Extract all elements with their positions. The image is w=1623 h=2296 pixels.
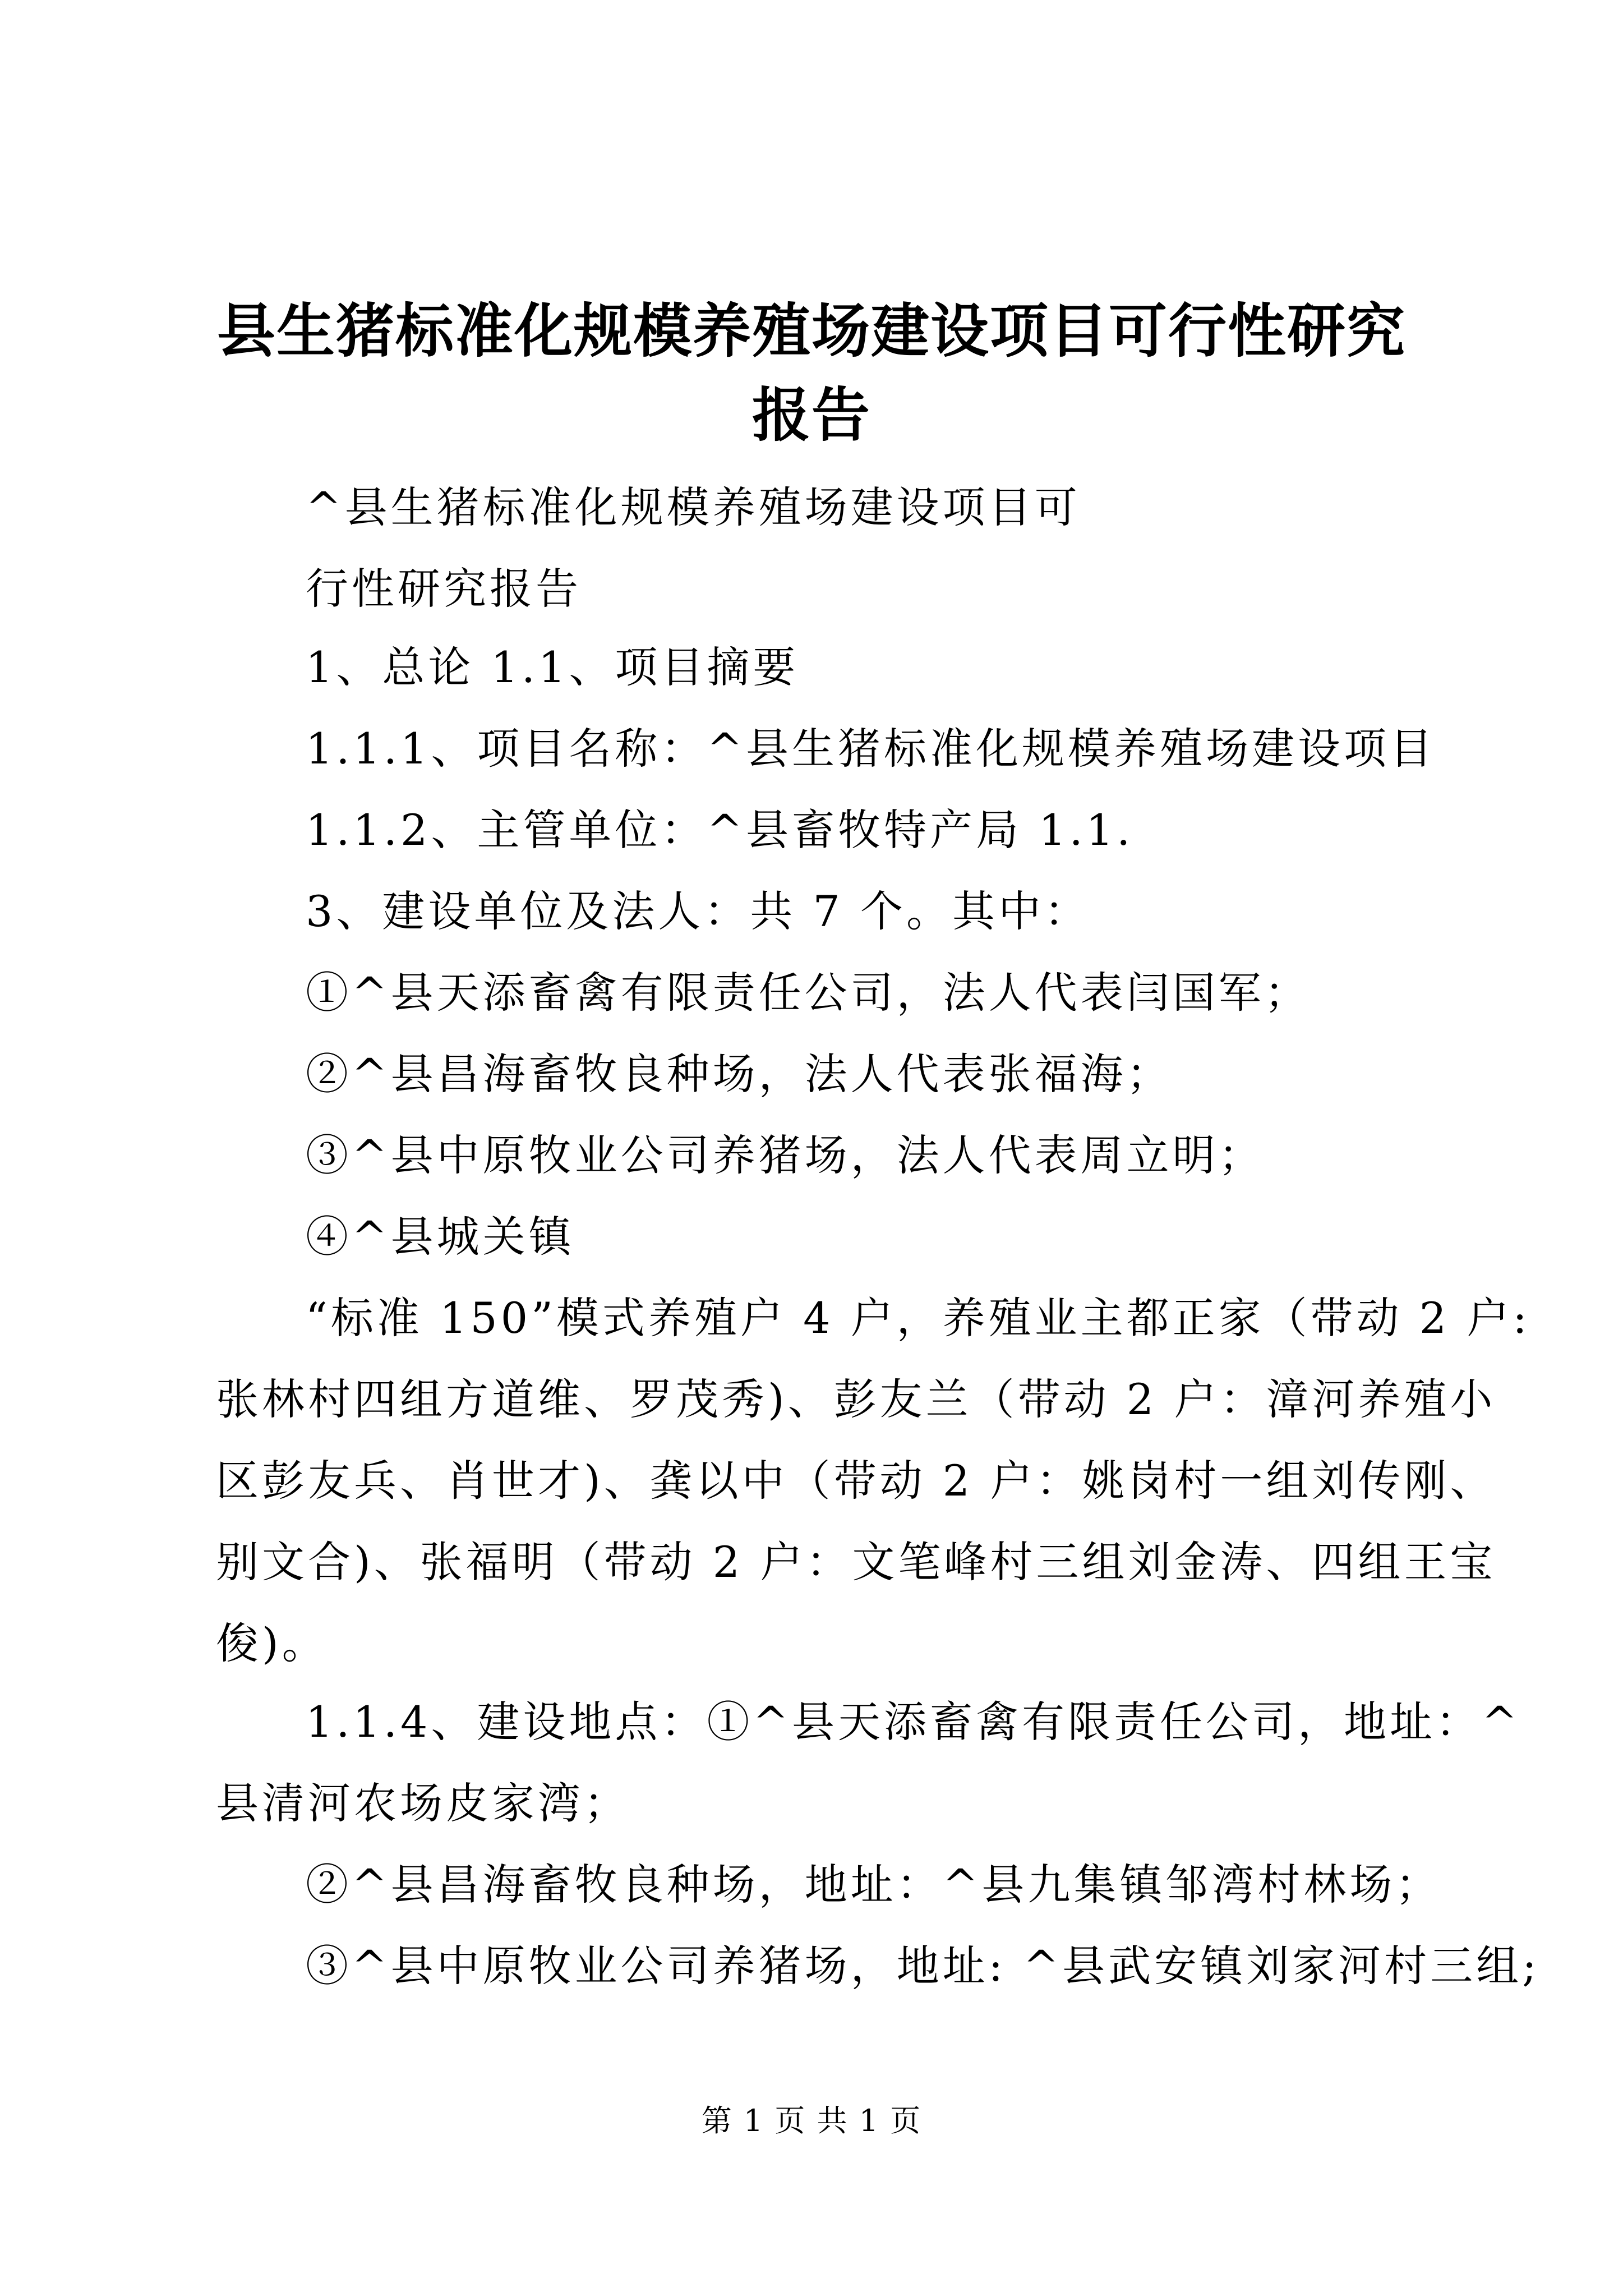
document-title-line-2: 报告 xyxy=(751,380,871,449)
body-line: 3、建设单位及法人：共 7 个。其中： xyxy=(306,886,1091,936)
document-title-line-1: 县生猪标准化规模养殖场建设项目可行性研究 xyxy=(216,296,1406,365)
body-line: 1.1.4、建设地点：①^县天添畜禽有限责任公司，地址：^ xyxy=(306,1697,1521,1747)
body-line: 俊)。 xyxy=(216,1618,328,1668)
body-line: ①^县天添畜禽有限责任公司，法人代表闫国军； xyxy=(306,968,1311,1018)
body-line: ③^县中原牧业公司养猪场，法人代表周立明； xyxy=(306,1130,1265,1180)
body-line: 县清河农场皮家湾； xyxy=(216,1778,630,1828)
body-line: 1.1.2、主管单位：^县畜牧特产局 1.1. xyxy=(306,805,1134,855)
body-line: 张林村四组方道维、罗茂秀)、彭友兰（带动 2 户：漳河养殖小 xyxy=(216,1374,1496,1424)
page-footer: 第 1 页 共 1 页 xyxy=(701,2103,922,2138)
body-line: ②^县昌海畜牧良种场，法人代表张福海； xyxy=(306,1049,1173,1099)
body-line: ③^县中原牧业公司养猪场，地址: ^县武安镇刘家河村三组; xyxy=(306,1941,1540,1991)
body-line: 区彭友兵、肖世才)、龚以中（带动 2 户：姚岗村一组刘传刚、 xyxy=(216,1456,1496,1506)
body-line: 别文合)、张福明（带动 2 户：文笔峰村三组刘金涛、四组王宝 xyxy=(216,1537,1496,1587)
body-line: “标准 150”模式养殖户 4 户，养殖业主都正家（带动 2 户: xyxy=(306,1293,1530,1343)
body-line: ^县生猪标准化规模养殖场建设项目可 xyxy=(306,482,1081,532)
body-line: ④^县城关镇 xyxy=(306,1212,575,1262)
body-line: ②^县昌海畜牧良种场，地址：^县九集镇邹湾村林场； xyxy=(306,1860,1442,1910)
body-line: 行性研究报告 xyxy=(306,564,582,614)
body-line: 1.1.1、项目名称：^县生猪标准化规模养殖场建设项目 xyxy=(306,724,1436,774)
body-line: 1、总论 1.1、项目摘要 xyxy=(306,642,799,692)
